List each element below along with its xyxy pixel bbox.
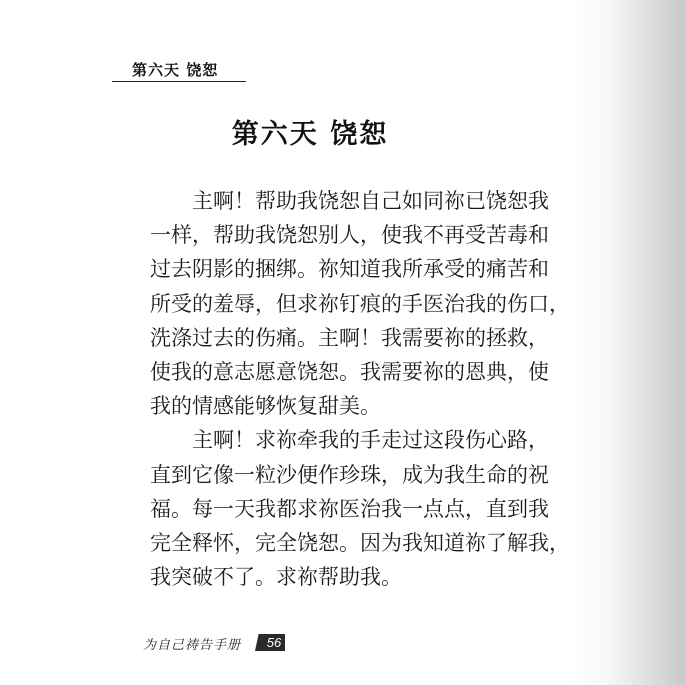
text-line: 使我的意志愿意饶恕。我需要祢的恩典，使	[150, 359, 549, 384]
page-number: 56	[266, 635, 282, 650]
text-line: 我的情感能够恢复甜美。	[150, 394, 381, 419]
page-spine-shadow	[571, 0, 685, 685]
text-line: 完全释怀，完全饶恕。因为我知道祢了解我，	[150, 530, 570, 555]
chapter-title: 第六天 饶恕	[231, 119, 389, 150]
running-head	[112, 56, 246, 82]
text-line: 一样，帮助我饶恕别人，使我不再受苦毒和	[150, 223, 549, 248]
prayer-text	[150, 184, 570, 594]
running-head-text: 第六天 饶恕	[132, 61, 219, 79]
page-footer	[143, 632, 293, 656]
text-line: 主啊！求祢牵我的手走过这段伤心路，	[192, 428, 549, 453]
text-line: 主啊！帮助我饶恕自己如同祢已饶恕我	[192, 189, 549, 213]
text-line: 直到它像一粒沙便作珍珠，成为我生命的祝	[150, 462, 549, 487]
running-head-rule	[112, 81, 246, 82]
text-line: 福。每一天我都求祢医治我一点点，直到我	[150, 496, 549, 521]
text-line: 过去阴影的捆绑。祢知道我所承受的痛苦和	[150, 257, 549, 282]
text-line: 我突破不了。求祢帮助我。	[150, 565, 402, 590]
text-line: 洗涤过去的伤痛。主啊！我需要祢的拯救，	[150, 325, 549, 350]
book-title: 为自己祷告手册	[143, 638, 242, 653]
text-line: 所受的羞辱，但求祢钉痕的手医治我的伤口，	[150, 291, 570, 316]
